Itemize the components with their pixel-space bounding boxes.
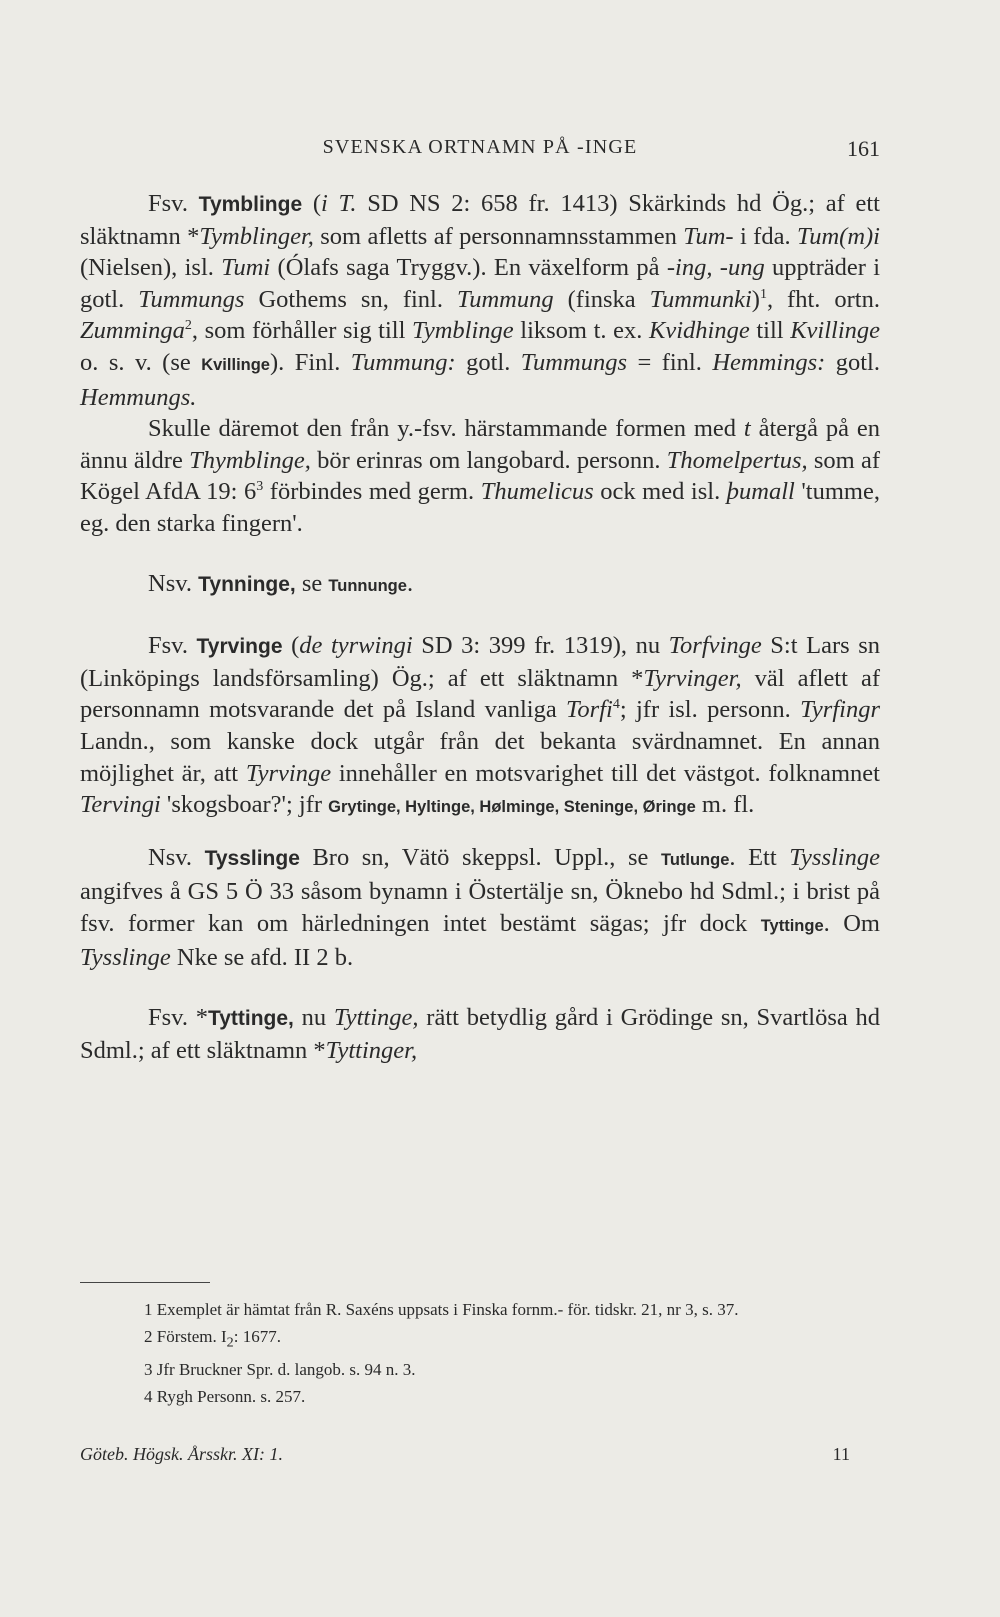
italic-run: Kvidhinge — [649, 317, 750, 345]
text-run: som afletts af personnamnsstammen — [313, 222, 684, 250]
italic-run: Tummungs — [138, 285, 245, 313]
italic-run: Tummung: — [350, 348, 456, 376]
entry-text — [80, 632, 880, 818]
italic-run: Tum(m)i — [796, 222, 880, 250]
signature-number: 11 — [832, 1444, 850, 1464]
printer-signature — [80, 1444, 880, 1470]
footnotes — [80, 1296, 880, 1410]
text-run: 'tumme, eg. den starka fingern'. — [80, 478, 880, 537]
text-run: m. fl. — [695, 791, 755, 819]
text-run: se — [295, 569, 329, 597]
spacer — [80, 824, 880, 842]
text-run: SD NS 2: 658 fr. 1413) Skärkinds hd Ög.; af ett släktnamn * — [80, 190, 880, 250]
italic-run: Hemmungs. — [80, 383, 197, 411]
text-run: Nke se afd. II 2 b. — [170, 944, 354, 972]
footnote-marker: 1 — [759, 286, 767, 302]
italic-run: Tyrvinger, — [643, 664, 742, 692]
subscript: 2 — [226, 1334, 234, 1351]
italic-run: Tyrvinge — [245, 759, 332, 787]
spacer — [80, 540, 880, 568]
footnote-marker: 3 — [256, 479, 264, 495]
cross-reference: Tutlunge — [660, 850, 730, 869]
italic-run: i T. — [321, 190, 357, 217]
italic-run: Torfi — [566, 696, 613, 724]
italic-run: t — [743, 415, 751, 443]
text-run: ). Finl. — [269, 348, 351, 376]
italic-run: Tyttinger, — [325, 1036, 418, 1064]
text-run: väl aflett af personnamn motsvarande det på Island vanliga — [80, 664, 880, 724]
italic-run: þumall — [726, 478, 795, 506]
spacer — [80, 974, 880, 1002]
text-run: SD 3: 399 fr. 1319), nu — [412, 632, 669, 660]
entry-text — [80, 1004, 880, 1064]
entry-text — [80, 190, 880, 411]
text-run: Gothems sn, finl. — [244, 285, 457, 313]
italic-run: Thomelpertus, — [666, 446, 808, 474]
headword: Tyrvinge — [196, 635, 283, 659]
text-run: Bro sn, Vätö skeppsl. Uppl., se — [299, 843, 661, 871]
italic-run: Tumi — [221, 254, 271, 282]
text-run: , som förhåller sig till — [191, 317, 413, 345]
signature-mark: Göteb. Högsk. Årsskr. XI: 1. — [80, 1444, 283, 1464]
text-run: till — [749, 317, 791, 345]
footnote-text — [144, 1327, 281, 1351]
entry-tysslinge — [80, 842, 880, 974]
text-run: Nsv. — [148, 843, 205, 871]
footnote-rule — [80, 1282, 210, 1283]
text-run: 'skogsboar?'; jfr — [160, 791, 329, 819]
entry-text — [80, 844, 880, 972]
italic-run: Tummunki — [649, 285, 752, 313]
spacer — [80, 602, 880, 630]
italic-run: Tervingi — [80, 791, 161, 819]
text-run: rätt betydlig gård i Grödinge sn, Svartlösa hd Sdml.; af ett släktnamn * — [80, 1004, 880, 1064]
italic-run: Thumelicus — [480, 478, 594, 506]
text-run: gotl. — [455, 348, 521, 376]
text-run: Fsv. — [148, 632, 197, 660]
text-run: som af Kögel AfdA 19: 6 — [80, 446, 881, 506]
body-text — [80, 188, 880, 1066]
italic-run: Tymblinge — [412, 317, 514, 345]
text-run: angifves å GS 5 Ö 33 såsom bynamn i Östertälje sn, Öknebo hd Sdml.; i brist på fsv. former kan om härledningen intet bestämt sägas; jfr dock — [80, 878, 880, 937]
text-run: förbindes med germ. — [263, 478, 481, 506]
text-run: Fsv. * — [148, 1004, 208, 1032]
footnote-1 — [80, 1296, 880, 1323]
text-run: Landn., som kanske dock utgår från det bekanta svärdnamnet. En annan möjlighet är, att — [80, 727, 880, 787]
footnote-text — [144, 1360, 416, 1379]
italic-run: Zumminga — [80, 317, 185, 345]
headword: Tyttinge, — [207, 1007, 294, 1031]
cross-reference: Tyttinge — [760, 916, 824, 935]
text-run: . — [406, 569, 414, 597]
entry-tymblinge — [80, 188, 880, 413]
page-header — [80, 136, 880, 166]
footnote-marker: 4 — [612, 697, 620, 713]
footnote-text — [144, 1387, 305, 1406]
text-run: ( — [282, 632, 300, 660]
text-run: ; jfr isl. personn. — [619, 696, 801, 724]
text-run: ) — [751, 285, 760, 313]
footnote-3 — [80, 1356, 880, 1383]
italic-run: Tyttinge, — [333, 1004, 419, 1032]
text-run: = finl. — [626, 348, 713, 376]
text-run: , fht. ortn. — [766, 285, 880, 313]
text-run: 4 Rygh Personn. s. 257. — [144, 1387, 306, 1407]
text-run: nu — [293, 1004, 334, 1032]
text-run: Skulle däremot den från y.-fsv. härstammande formen med — [148, 415, 744, 443]
text-run: i fda. — [733, 222, 797, 250]
entry-tynninge — [80, 568, 880, 603]
text-run: . Ett — [729, 843, 790, 871]
text-run: 1 Exemplet är hämtat från R. Saxéns uppsats i Finska fornm.- för. tidskr. 21, nr 3, s. 37. — [144, 1300, 739, 1319]
italic-run: -ing, -ung — [666, 254, 765, 282]
entry-text — [80, 415, 880, 537]
italic-run: Tymblinger, — [199, 222, 314, 250]
text-run: uppträder i gotl. — [80, 254, 881, 313]
text-run: bör erinras om langobard. personn. — [310, 446, 667, 474]
page-number: 161 — [847, 136, 880, 161]
text-run: (Ólafs saga Tryggv.). En växelform på — [270, 254, 667, 282]
headword: Tysslinge — [204, 846, 300, 870]
footnote-marker: 2 — [184, 318, 192, 334]
italic-run: Tummung — [456, 285, 554, 313]
cross-reference: Tunnunge — [328, 576, 407, 595]
text-run: ock med isl. — [593, 478, 727, 506]
italic-run: Tysslinge — [80, 944, 171, 972]
headword: Tynninge, — [198, 572, 296, 596]
italic-run: Thymblinge, — [189, 446, 311, 474]
italic-run: Tummungs — [520, 348, 627, 376]
headword: Tymblinge — [198, 193, 303, 216]
footnote-2 — [80, 1323, 880, 1356]
italic-run: Kvillinge — [790, 317, 881, 345]
footnote-4 — [80, 1383, 880, 1410]
italic-run: Tysslinge — [789, 843, 880, 871]
text-run: . Om — [823, 909, 880, 937]
text-run: 2 Förstem. I — [144, 1327, 227, 1346]
entry-tyrvinge — [80, 630, 880, 824]
text-run: liksom t. ex. — [513, 317, 649, 345]
italic-run: Tyrfingr — [800, 696, 880, 724]
italic-run: Tum- — [683, 222, 734, 250]
entry-tymblinge-continuation — [80, 413, 880, 539]
entry-tyttinge — [80, 1002, 880, 1066]
cross-reference: Grytinge, Hyltinge, Hølminge, Steninge, Øringe — [328, 798, 696, 817]
text-run: 3 Jfr Bruckner Spr. d. langob. s. 94 n. 3. — [144, 1360, 416, 1380]
italic-run: de tyrwingi — [299, 632, 413, 660]
running-title: SVENSKA ORTNAMN PÅ -INGE — [322, 136, 638, 158]
cross-reference: Kvillinge — [201, 355, 270, 374]
text-run: S:t Lars sn (Linköpings landsförsamling) Ög.; af ett släktnamn * — [80, 632, 880, 692]
italic-run: Torfvinge — [668, 632, 762, 660]
text-run: o. s. v. (se — [80, 348, 202, 376]
italic-run: Hemmings: — [712, 348, 826, 376]
text-run: innehåller en motsvarighet till det västgot. folknamnet — [331, 759, 880, 787]
text-run: återgå på en ännu äldre — [80, 415, 880, 474]
footnote-text — [144, 1300, 738, 1319]
text-run: Nsv. — [148, 569, 199, 597]
text-run: gotl. — [825, 348, 880, 376]
entry-text — [148, 570, 413, 597]
text-run: ( — [302, 190, 322, 217]
text-run: (Nielsen), isl. — [80, 254, 222, 282]
text-run: Fsv. — [148, 190, 199, 217]
text-run: (finska — [553, 285, 650, 313]
text-run: : 1677. — [233, 1327, 281, 1346]
